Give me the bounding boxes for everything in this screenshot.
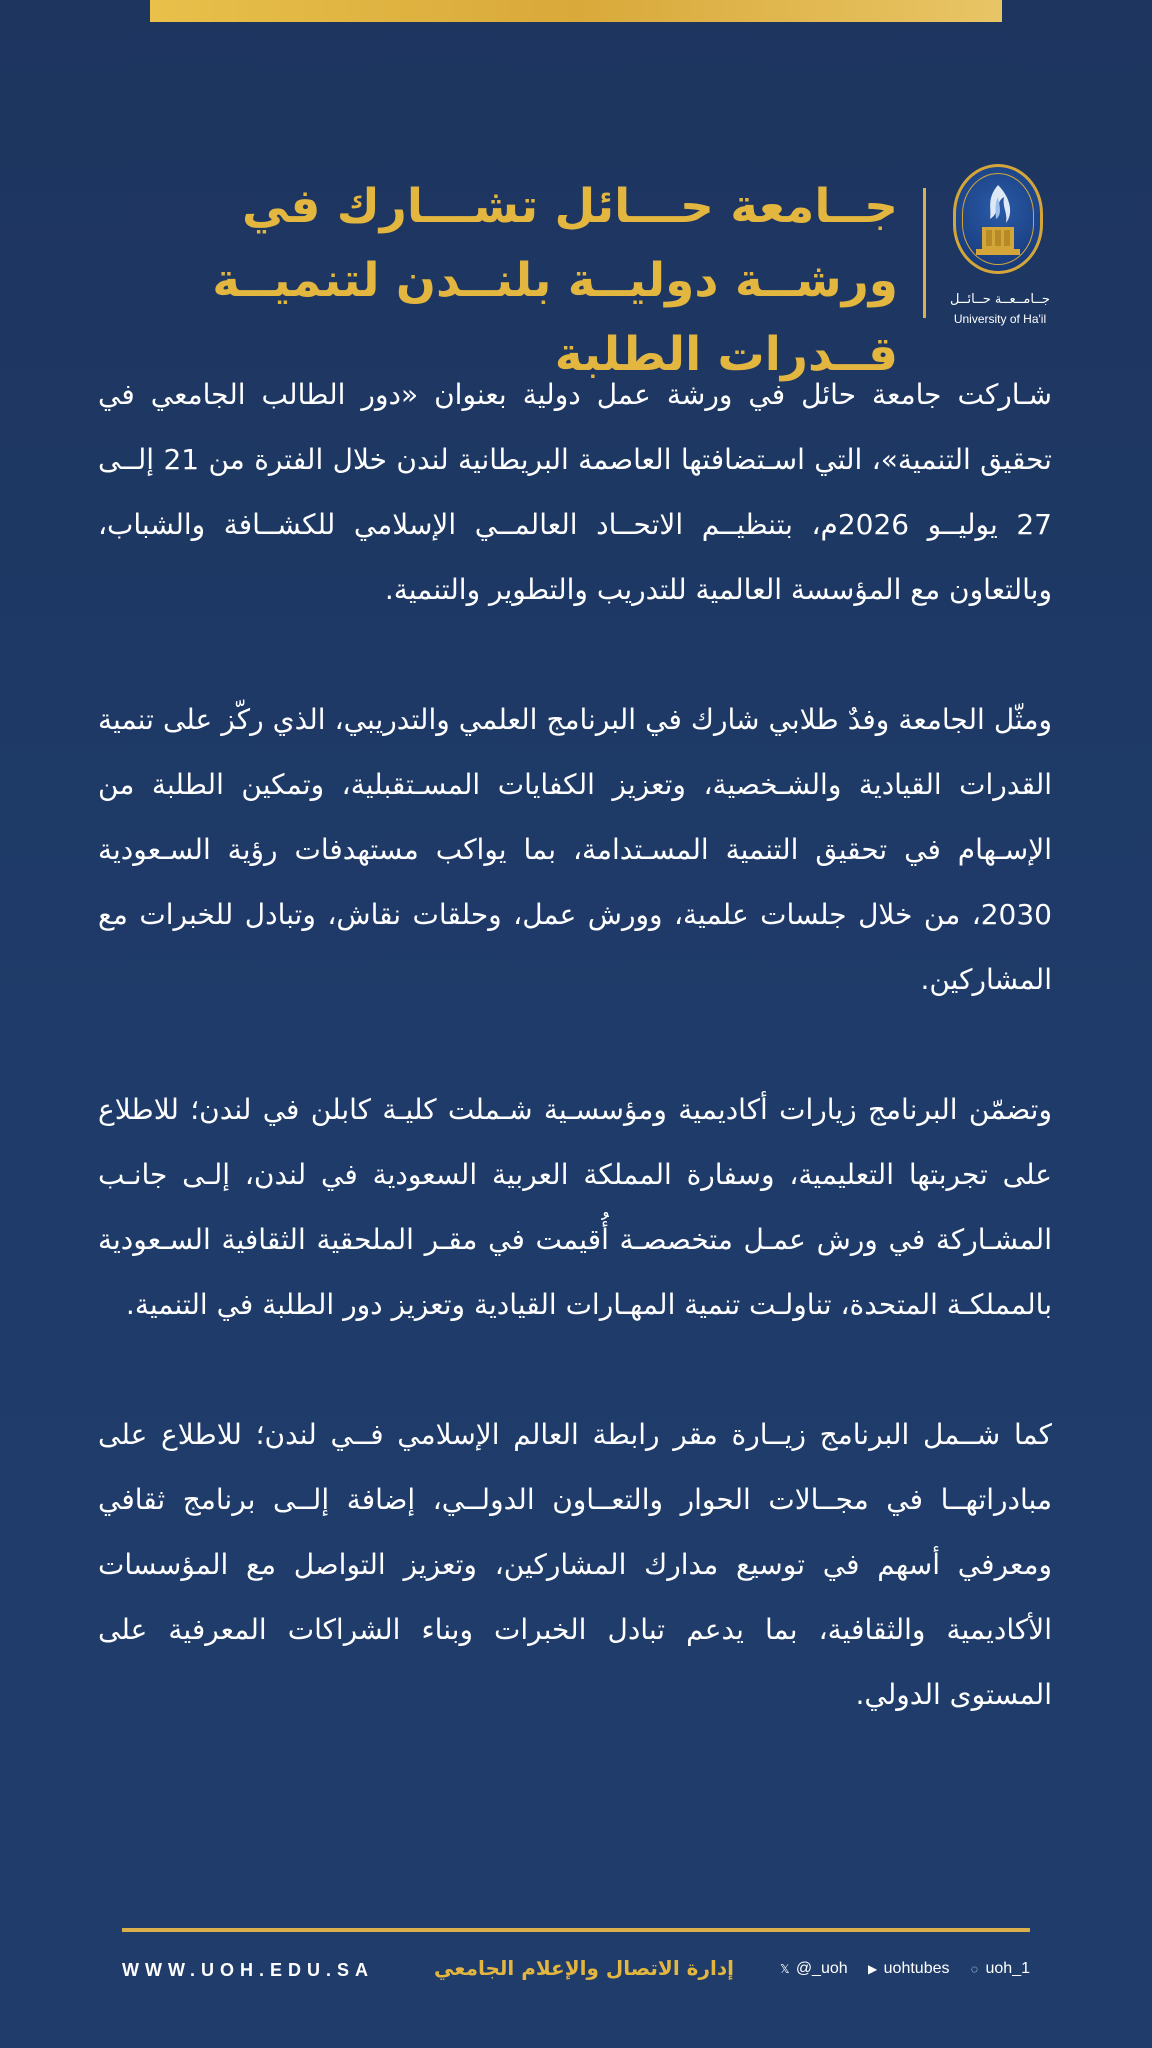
paragraph-3: وتضمّن البرنامج زيارات أكاديمية ومؤسسـية شـملت كليـة كابلن في لندن؛ للاطلاع على تجربتها التعليمية، وسفارة المملكة العربية السعودية في لندن، إلـى جانـب المشـاركة في ورش عمـل متخصصـة أُقيمت في مقـر الملحقية الثقافية السـعودية بالمملكـة المتحدة، تناولـت تنمية المهـارات القيادية وتعزيز دور الطلبة في التنمية. [98,1093,1052,1321]
paragraph-1: شـاركت جامعة حائل في ورشة عمل دولية بعنوان «دور الطالب الجامعي في تحقيق التنمية»، التي اسـتضافتها العاصمة البريطانية لندن خلال الفترة من 21 إلــى 27 يوليــو 2026م، بتنظيــم الاتحــاد العالمــي الإسلامي للكشــافة والشباب، وبالتعاون مع المؤسسة العالمية للتدريب والتطوير والتنمية. [98,378,1052,606]
article-body [98,362,1052,1792]
top-gold-bar [150,0,1002,22]
paragraph-4: كما شــمل البرنامج زيــارة مقر رابطة العالم الإسلامي فــي لندن؛ للاطلاع على مبادراتهــا في مجــالات الحوار والتعــاون الدولــي، إضافة إلــى برنامج ثقافي ومعرفي أسهم في توسيع مدارك المشاركين، وتعزيز التواصل مع المؤسسات الأكاديمية والثقافية، بما يدعم تبادل الخبرات وبناء الشراكات المعرفية على المستوى الدولي. [98,1418,1052,1711]
social-x[interactable] [778,1960,848,1978]
social-x-handle: @_uoh [795,1960,848,1977]
social-youtube-handle: uohtubes [883,1960,950,1977]
university-seal-icon [953,164,1043,274]
social-snapchat[interactable] [968,1960,1031,1978]
youtube-icon: ▶ [868,1962,878,1976]
website-link[interactable]: WWW.UOH.EDU.SA [122,1960,374,1980]
social-youtube[interactable] [866,1960,950,1978]
header-divider [923,188,926,318]
department-name: إدارة الاتصال والإعلام الجامعي [434,1956,734,1980]
social-links [778,1960,1030,1978]
social-snapchat-handle: uoh_1 [985,1960,1030,1977]
snapchat-icon: ◌ [970,1962,979,1976]
x-icon: 𝕏 [779,1962,790,1976]
university-logo [940,164,1060,334]
logo-arabic-name: جــامــعــة حــائــل [950,292,1050,307]
footer [122,1950,1030,1994]
logo-english-name: University of Ha'il [953,312,1047,326]
header [90,160,1060,382]
paragraph-2: ومثّل الجامعة وفدٌ طلابي شارك في البرنامج العلمي والتدريبي، الذي ركّز على تنمية القدرات القيادية والشـخصية، وتعزيز الكفايات المسـتقبلية، وتمكين الطلبة من الإسـهام في تحقيق التنمية المسـتدامة، بما يواكب مستهدفات رؤية السـعودية 2030، من خلال جلسات علمية، وورش عمل، وحلقات نقاش، وتبادل للخبرات مع المشاركين. [98,703,1052,996]
page-title: جــامعة حـــائل تشـــارك في ورشــة دوليــة بلنــدن لتنميــة قــدرات الطلبة [212,179,898,382]
footer-divider [122,1928,1030,1932]
